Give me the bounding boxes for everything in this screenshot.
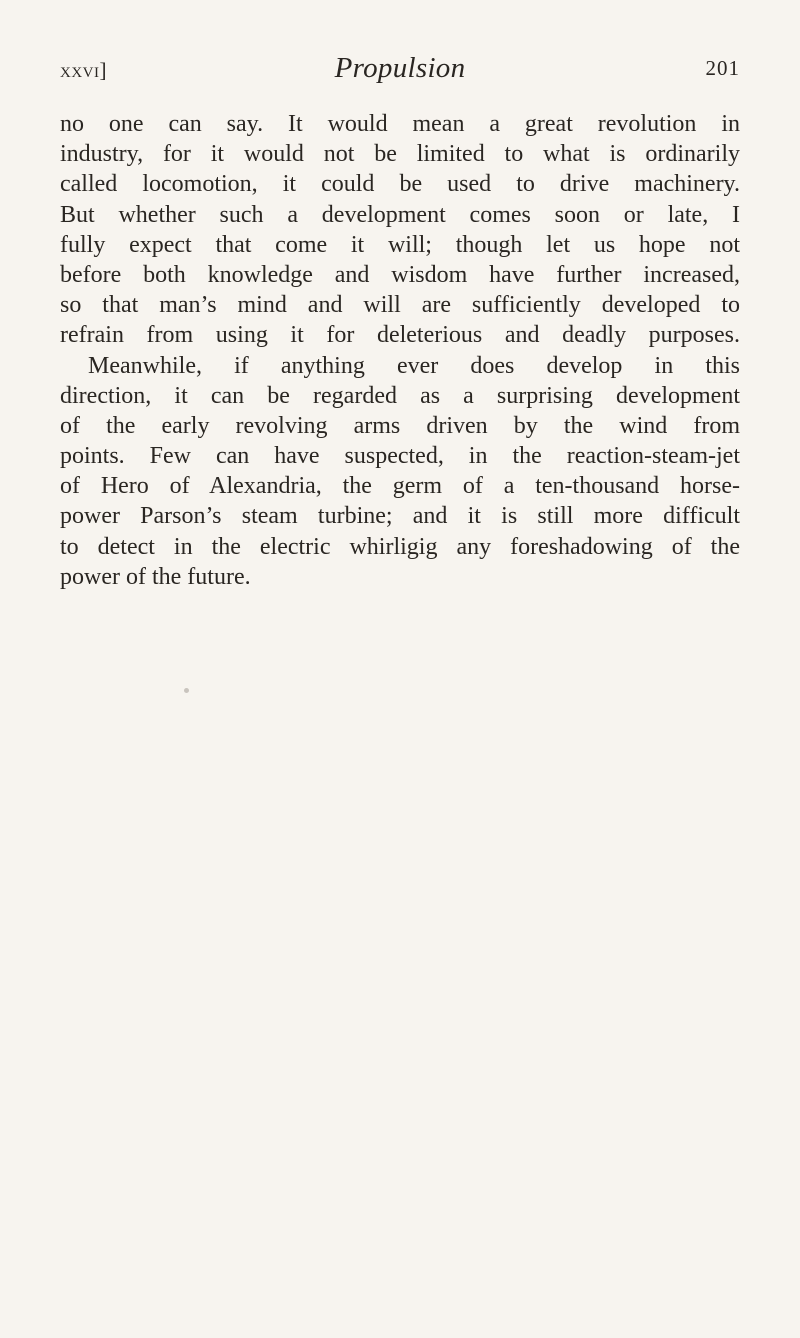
text-line: power of the future. bbox=[60, 563, 251, 590]
page-number: 201 bbox=[705, 56, 740, 80]
section-label: xxvi] bbox=[60, 58, 107, 82]
text-line: points. Few can have suspected, in the reaction-steam-jet bbox=[60, 443, 740, 470]
text-line: before both knowledge and wisdom have further increased, bbox=[60, 261, 740, 288]
text-line: so that man’s mind and will are sufficiently developed to bbox=[60, 292, 740, 319]
text-line: of Hero of Alexandria, the germ of a ten-thousand horse- bbox=[60, 473, 740, 500]
text-line: no one can say. It would mean a great revolution in bbox=[60, 111, 740, 137]
text-line: called locomotion, it could be used to drive machinery. bbox=[60, 171, 740, 198]
paragraph-start-line: Meanwhile, if anything ever does develop in this bbox=[88, 352, 740, 379]
text-line: industry, for it would not be limited to what is ordinarily bbox=[60, 141, 740, 168]
text-line: direction, it can be regarded as a surprising development bbox=[60, 382, 740, 409]
text-line: power Parson’s steam turbine; and it is still more difficult bbox=[60, 503, 740, 530]
text-line: refrain from using it for deleterious and deadly purposes. bbox=[60, 322, 740, 349]
text-line: But whether such a development comes soon or late, I bbox=[60, 201, 740, 228]
running-title: Propulsion bbox=[334, 52, 466, 84]
running-head bbox=[55, 52, 745, 92]
body-text bbox=[60, 109, 740, 592]
text-line: of the early revolving arms driven by the wind from bbox=[60, 412, 740, 439]
paper-speck bbox=[184, 688, 189, 693]
text-line: fully expect that come it will; though let us hope not bbox=[60, 231, 740, 258]
text-line: to detect in the electric whirligig any foreshadowing of the bbox=[60, 533, 740, 560]
